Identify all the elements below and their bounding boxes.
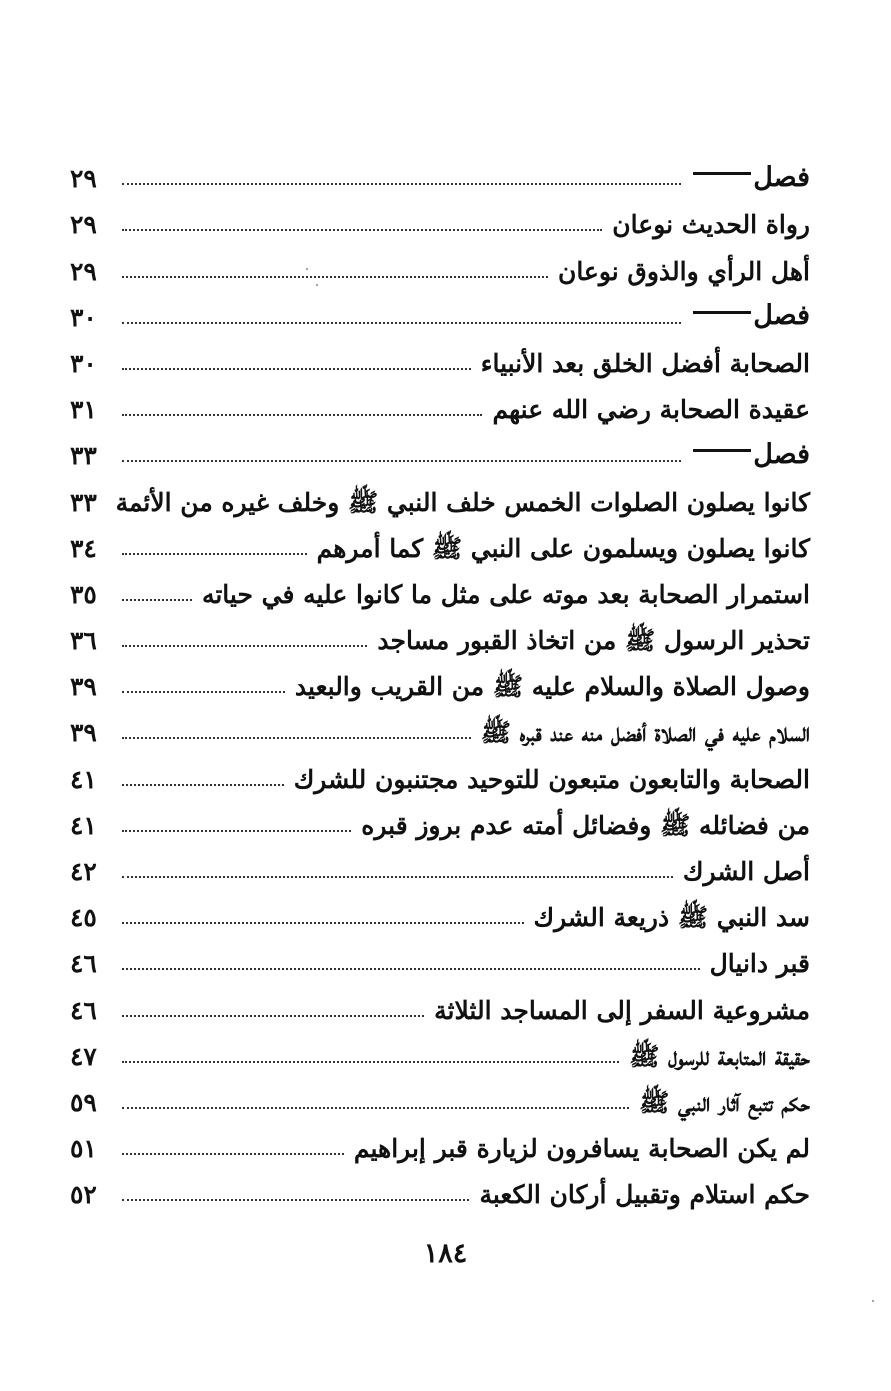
entry-title: حكم استلام وتقبيل أركان الكعبة bbox=[479, 1180, 810, 1210]
dot-leader bbox=[122, 922, 524, 924]
entry-title: تحذير الرسول ﷺ من اتخاذ القبور مساجد bbox=[377, 626, 810, 656]
toc-entry bbox=[70, 887, 810, 933]
page-number: ٤٥ bbox=[70, 903, 97, 933]
page-number: ٣٠ bbox=[70, 302, 97, 332]
dot-leader bbox=[122, 1107, 629, 1109]
toc-entry bbox=[70, 1118, 810, 1164]
entry-title: رواة الحديث نوعان bbox=[612, 210, 810, 240]
page-number: ٢٩ bbox=[70, 164, 97, 194]
toc-entry bbox=[70, 841, 810, 887]
scan-speck bbox=[872, 1300, 874, 1302]
page-number: ٣٠ bbox=[70, 348, 97, 378]
entry-title: قبر دانيال bbox=[709, 949, 810, 979]
entry-title: من فضائله ﷺ وفضائل أمته عدم بروز قبره bbox=[361, 810, 810, 840]
page-number: ٤١ bbox=[70, 810, 97, 840]
page-number: ٣١ bbox=[70, 395, 97, 425]
page-number: ٣٣ bbox=[70, 441, 97, 471]
toc-entry bbox=[70, 1072, 810, 1118]
toc-entry bbox=[70, 748, 810, 794]
dot-leader bbox=[122, 1015, 424, 1017]
toc-entry bbox=[70, 1026, 810, 1072]
section-heading: فصل bbox=[685, 300, 810, 332]
toc-entry bbox=[70, 1164, 810, 1210]
toc-entry bbox=[70, 795, 810, 841]
entry-title: السلام عليه في الصلاة أفضل منه عند قبره ﷺ bbox=[480, 718, 810, 748]
toc-entry bbox=[70, 240, 810, 286]
dot-leader bbox=[122, 737, 471, 739]
page-number: ٣٣ bbox=[70, 487, 97, 517]
dot-leader bbox=[122, 276, 548, 278]
page-number: ٢٩ bbox=[70, 256, 97, 286]
dot-leader bbox=[122, 368, 471, 370]
page-number: ٥٩ bbox=[70, 1087, 97, 1117]
entry-title: أهل الرأي والذوق نوعان bbox=[557, 256, 810, 286]
entry-title: عقيدة الصحابة رضي الله عنهم bbox=[492, 395, 810, 425]
page-number: ٤٦ bbox=[70, 995, 97, 1025]
page-number: ٣٩ bbox=[70, 672, 97, 702]
page-number: ٣٩ bbox=[70, 718, 97, 748]
toc-entry bbox=[70, 656, 810, 702]
page-footer-number: ١٨٤ bbox=[423, 1238, 468, 1269]
toc-entry bbox=[70, 471, 810, 517]
toc-entry bbox=[70, 148, 810, 194]
toc-entry bbox=[70, 702, 810, 748]
toc-entry bbox=[70, 425, 810, 471]
dot-leader bbox=[122, 691, 285, 693]
page-number: ٤٢ bbox=[70, 857, 97, 886]
dot-leader bbox=[122, 968, 700, 970]
entry-title: سد النبي ﷺ ذريعة الشرك bbox=[533, 903, 810, 933]
dot-leader bbox=[122, 876, 673, 878]
page-number: ٥١ bbox=[70, 1134, 97, 1164]
page-number: ٤١ bbox=[70, 764, 97, 794]
toc-entry bbox=[70, 333, 810, 379]
page-number: ٣٦ bbox=[70, 626, 97, 656]
toc-entry bbox=[70, 610, 810, 656]
scan-speck bbox=[306, 268, 308, 270]
toc-entry bbox=[70, 979, 810, 1025]
dot-leader bbox=[122, 645, 367, 647]
dot-leader bbox=[122, 460, 681, 462]
toc-entry bbox=[70, 933, 810, 979]
dot-leader bbox=[122, 1199, 469, 1201]
dot-leader bbox=[122, 553, 307, 555]
toc-entry bbox=[70, 287, 810, 333]
page-number: ٤٧ bbox=[70, 1041, 97, 1071]
page-number: ٣٤ bbox=[70, 533, 97, 563]
entry-title: كانوا يصلون الصلوات الخمس خلف النبي ﷺ وخلف غيره من الأئمة bbox=[115, 487, 810, 517]
dot-leader bbox=[122, 322, 681, 324]
dot-leader bbox=[122, 1153, 344, 1155]
dot-leader bbox=[122, 229, 602, 231]
entry-title: كانوا يصلون ويسلمون على النبي ﷺ كما أمرهم bbox=[316, 533, 810, 563]
page-number: ٥٢ bbox=[70, 1180, 97, 1210]
toc-entry bbox=[70, 194, 810, 240]
entry-title: أصل الشرك bbox=[682, 857, 810, 886]
dot-leader bbox=[122, 414, 482, 416]
toc-entry bbox=[70, 379, 810, 425]
entry-title: الصحابة أفضل الخلق بعد الأنبياء bbox=[480, 348, 810, 378]
entry-title: حكم تتبع آثار النبي ﷺ bbox=[639, 1087, 810, 1117]
entry-title: استمرار الصحابة بعد موته على مثل ما كانوا عليه في حياته bbox=[201, 579, 810, 609]
scan-speck bbox=[316, 284, 318, 286]
dot-leader bbox=[122, 784, 284, 786]
entry-title: الصحابة والتابعون متبعون للتوحيد مجتنبون للشرك bbox=[293, 764, 810, 794]
dot-leader bbox=[122, 183, 681, 185]
dot-leader bbox=[122, 830, 351, 832]
entry-title: وصول الصلاة والسلام عليه ﷺ من القريب والبعيد bbox=[294, 672, 810, 702]
page-number: ٢٩ bbox=[70, 210, 97, 240]
entry-title: حقيقة المتابعة للرسول ﷺ bbox=[629, 1041, 810, 1071]
section-heading: فصل bbox=[685, 439, 810, 471]
table-of-contents bbox=[70, 148, 810, 1210]
entry-title: لم يكن الصحابة يسافرون لزيارة قبر إبراهيم bbox=[353, 1134, 810, 1164]
entry-title: مشروعية السفر إلى المساجد الثلاثة bbox=[434, 995, 810, 1025]
toc-entry bbox=[70, 518, 810, 564]
page-number: ٤٦ bbox=[70, 949, 97, 979]
dot-leader bbox=[122, 1061, 619, 1063]
section-heading: فصل bbox=[685, 162, 810, 194]
toc-entry bbox=[70, 564, 810, 610]
page-number: ٣٥ bbox=[70, 579, 97, 609]
dot-leader bbox=[122, 599, 192, 601]
